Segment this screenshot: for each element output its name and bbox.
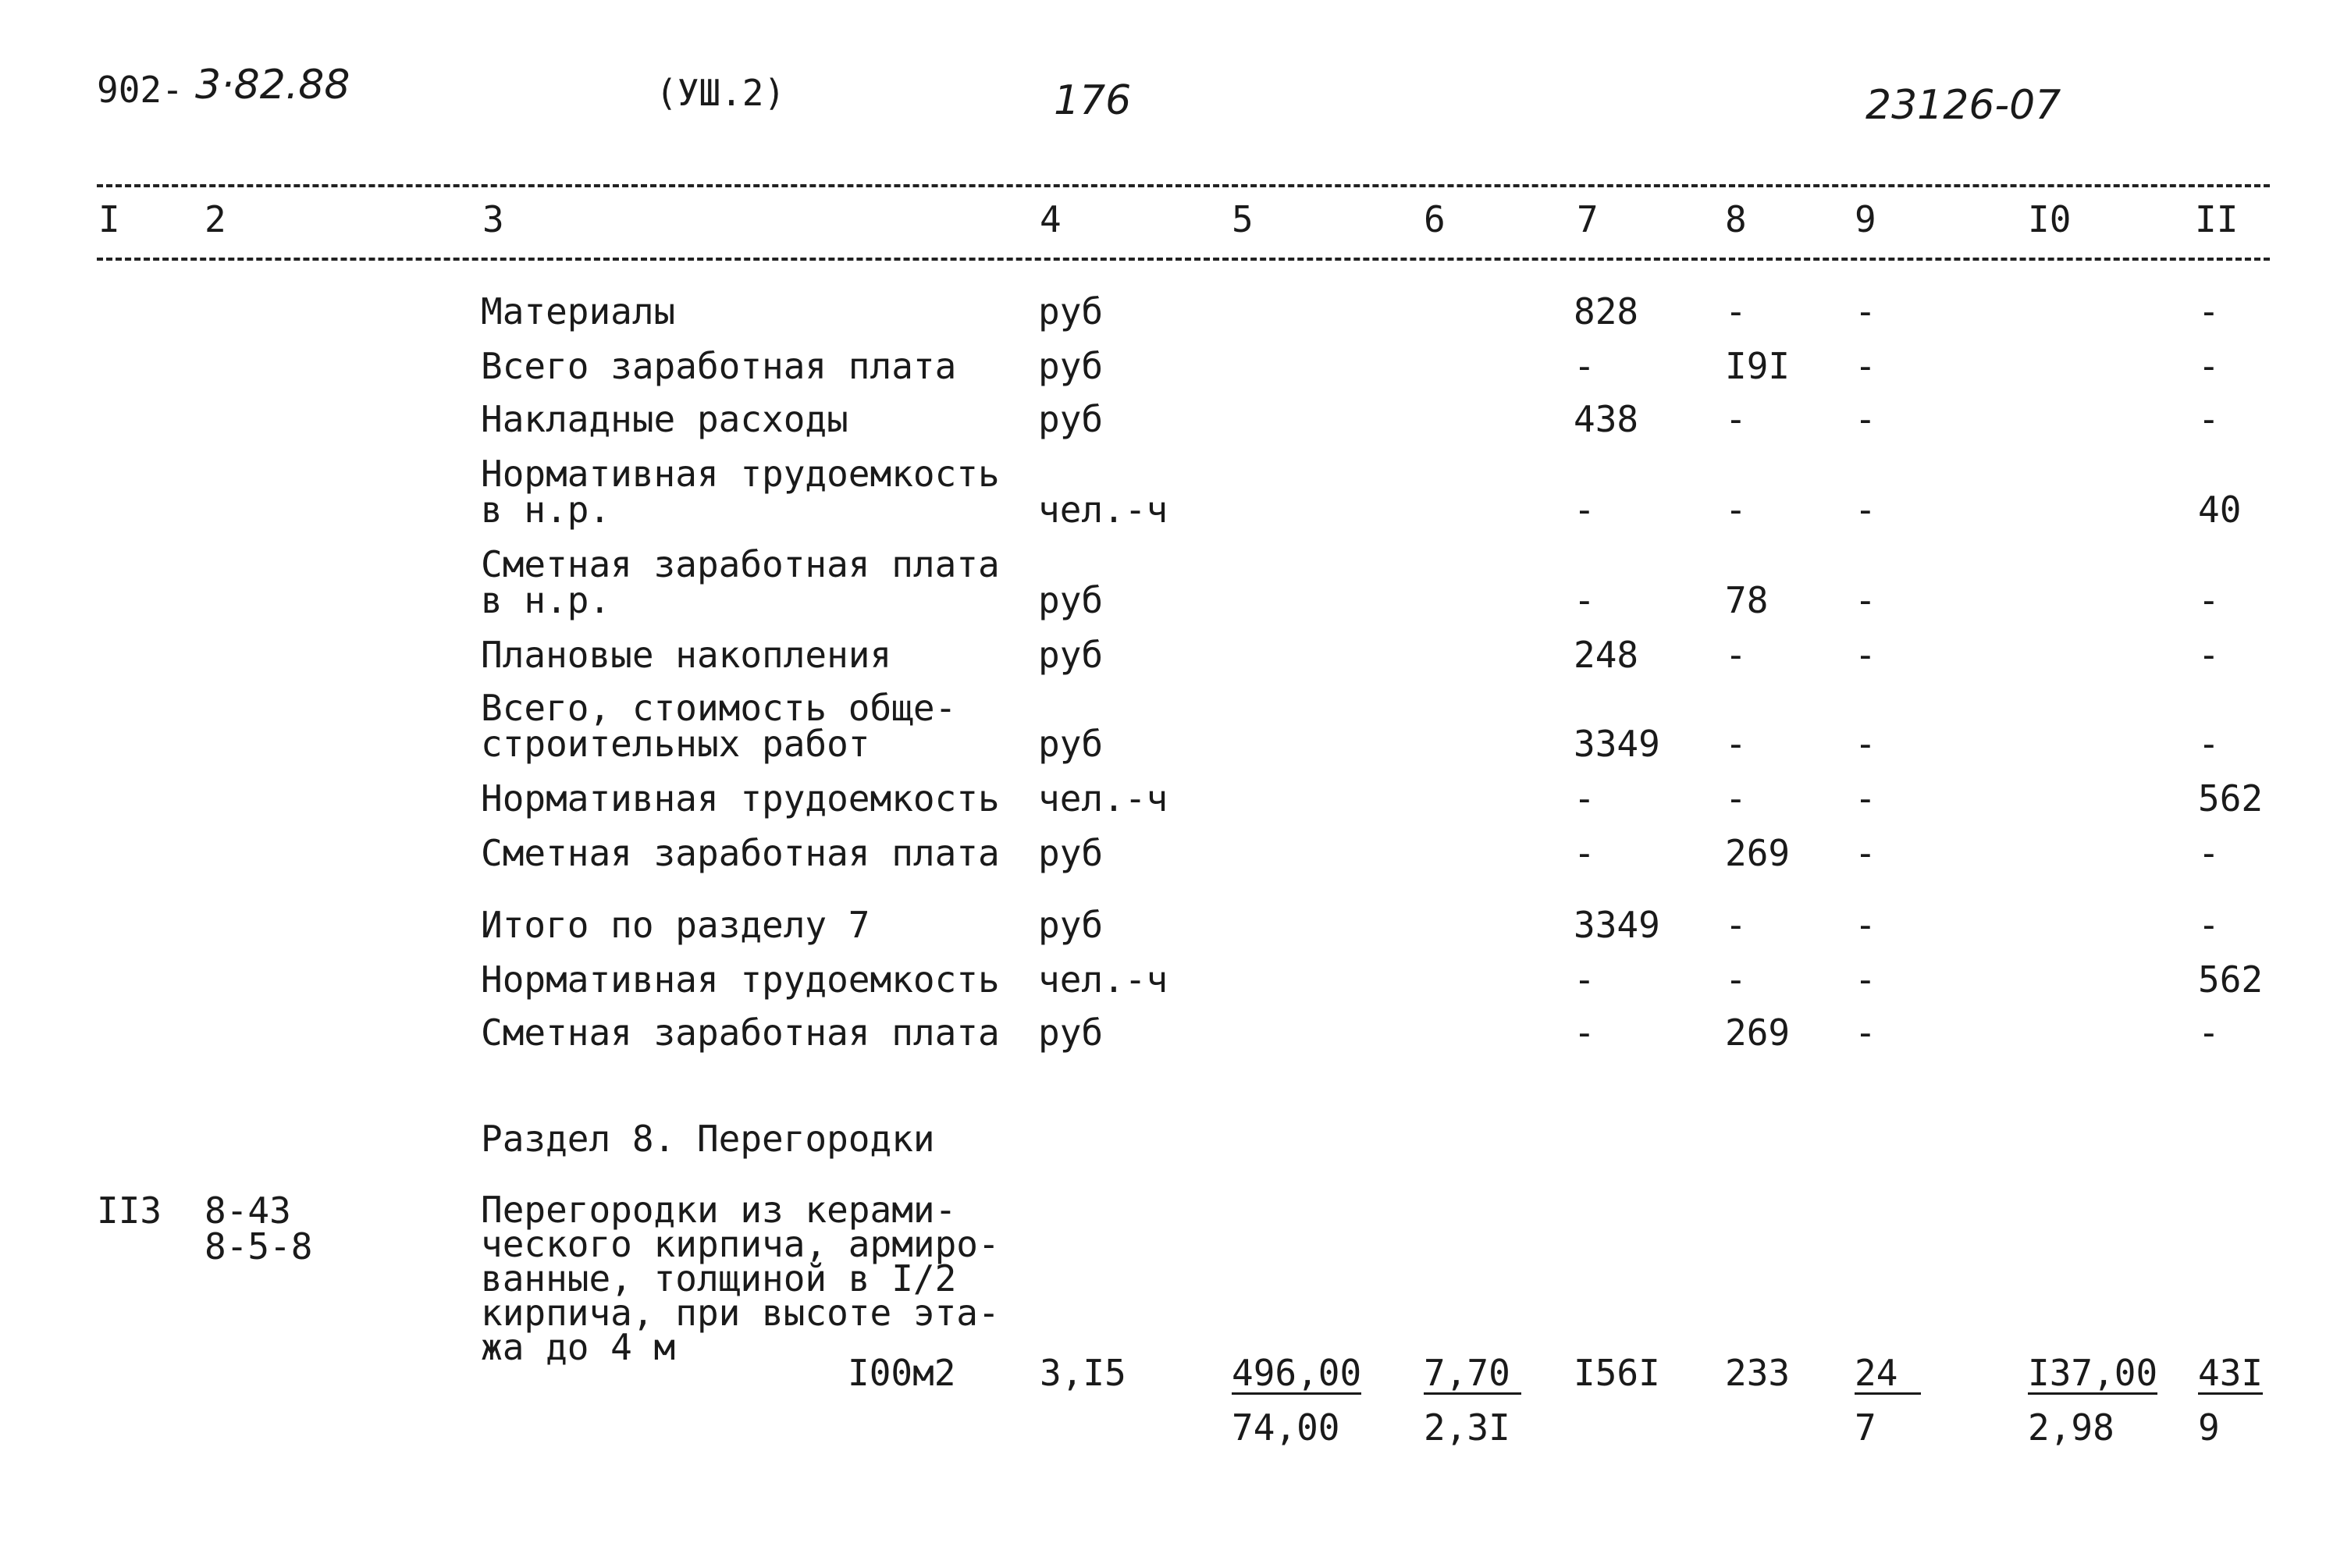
row-col9: - [1855,723,1876,765]
row-label: Нормативная трудоемкость [481,777,1000,820]
row-col11: - [2198,723,2220,765]
item-number: II3 [97,1189,162,1232]
row-col9: - [1855,398,1876,440]
row-label: Нормативная трудоемкость в н.р. [481,453,1000,531]
item-col5-bottom: 74,00 [1232,1406,1340,1449]
row-col9: - [1855,904,1876,946]
row-col8: 269 [1725,1012,1791,1054]
row-col8: - [1725,489,1747,531]
row-col8: I9I [1725,345,1791,387]
item-col10-bottom: 2,98 [2028,1406,2114,1449]
item-col9-bottom: 7 [1855,1406,1876,1449]
row-unit: чел.-ч [1038,489,1168,531]
row-unit: руб [1038,398,1104,440]
row-col11: 562 [2198,958,2264,1001]
row-col11: - [2198,345,2220,387]
row-label: Всего заработная плата [481,345,957,387]
row-label: Плановые накопления [481,634,892,676]
row-col7: 3349 [1574,723,1660,765]
row-col7: - [1574,579,1595,621]
col-header-2: 2 [205,198,226,240]
row-col8: - [1725,290,1747,332]
row-unit: руб [1038,832,1104,874]
header-bottom-rule [97,258,2270,261]
row-col9: - [1855,579,1876,621]
row-col7: 3349 [1574,904,1660,946]
doc-prefix: 902- [97,69,183,111]
header-top-rule [97,184,2270,187]
row-col11: - [2198,398,2220,440]
row-unit: руб [1038,1012,1104,1054]
col-header-4: 4 [1040,198,1062,240]
row-col11: 562 [2198,777,2264,820]
col-header-10: I0 [2028,198,2072,240]
row-col11: - [2198,904,2220,946]
doc-number: 3·82.88 [195,62,350,108]
row-unit: руб [1038,290,1104,332]
row-unit: чел.-ч [1038,777,1168,820]
row-col8: - [1725,634,1747,676]
row-label: Всего, стоимость обще- строительных работ [481,687,957,765]
row-col8: - [1725,398,1747,440]
row-label: Сметная заработная плата в н.р. [481,543,1000,621]
col-header-6: 6 [1424,198,1446,240]
row-col7: 438 [1574,398,1639,440]
row-col8: - [1725,723,1747,765]
item-quantity: 3,I5 [1040,1352,1126,1394]
item-col6-top: 7,70 [1424,1355,1521,1395]
row-col7: - [1574,832,1595,874]
row-label: Нормативная трудоемкость [481,958,1000,1001]
item-col6-bottom: 2,3I [1424,1406,1510,1449]
row-col9: - [1855,345,1876,387]
row-col7: - [1574,345,1595,387]
row-col11: - [2198,290,2220,332]
col-header-1: I [98,198,120,240]
row-col11: 40 [2198,489,2242,531]
row-col8: 269 [1725,832,1791,874]
col-header-9: 9 [1855,198,1876,240]
row-label: Накладные расходы [481,398,848,440]
item-col10-top: I37,00 [2028,1352,2158,1394]
item-col7: I56I [1574,1352,1660,1394]
row-unit: руб [1038,634,1104,676]
row-col9: - [1855,634,1876,676]
item-col5-top: 496,00 [1232,1352,1362,1394]
col-header-7: 7 [1577,198,1599,240]
row-label: Материалы [481,290,676,332]
col-header-5: 5 [1232,198,1254,240]
item-measure-unit: I00м2 [848,1352,956,1394]
item-description: Перегородки из керами- ческого кирпича, армиро- ванные, толщиной в I/2 кирпича, при высоте эта- жа до 4 м [481,1189,1000,1368]
row-col8: - [1725,904,1747,946]
row-label: Сметная заработная плата [481,832,1000,874]
row-col9: - [1855,1012,1876,1054]
item-col11-top: 43I [2198,1352,2264,1394]
row-unit: чел.-ч [1038,958,1168,1001]
row-label: Сметная заработная плата [481,1012,1000,1054]
item-code-secondary: 8-5-8 [205,1225,313,1268]
row-col9: - [1855,832,1876,874]
doc-code: 23126-07 [1866,82,2061,129]
row-col7: 248 [1574,634,1639,676]
volume-label: (УШ.2) [656,72,786,114]
row-unit: руб [1038,904,1104,946]
row-unit: руб [1038,723,1104,765]
row-col9: - [1855,290,1876,332]
row-col8: - [1725,777,1747,820]
row-unit: руб [1038,579,1104,621]
row-col8: 78 [1725,579,1769,621]
row-col8: - [1725,958,1747,1001]
row-col7: - [1574,489,1595,531]
row-col7: - [1574,1012,1595,1054]
item-col11-bottom: 9 [2198,1406,2220,1449]
item-col8: 233 [1725,1352,1791,1394]
row-col9: - [1855,777,1876,820]
page-number: 176 [1054,77,1132,124]
item-col9-top: 24 [1855,1355,1921,1395]
row-col11: - [2198,579,2220,621]
row-col11: - [2198,832,2220,874]
row-col7: 828 [1574,290,1639,332]
row-col7: - [1574,958,1595,1001]
section-title: Раздел 8. Перегородки [481,1118,935,1160]
row-col9: - [1855,489,1876,531]
row-unit: руб [1038,345,1104,387]
col-header-8: 8 [1725,198,1747,240]
col-header-11: II [2195,198,2239,240]
col-header-3: 3 [482,198,504,240]
row-col11: - [2198,1012,2220,1054]
row-col7: - [1574,777,1595,820]
row-label: Итого по разделу 7 [481,904,870,946]
row-col11: - [2198,634,2220,676]
row-col9: - [1855,958,1876,1001]
item-code-primary: 8-43 [205,1189,291,1232]
